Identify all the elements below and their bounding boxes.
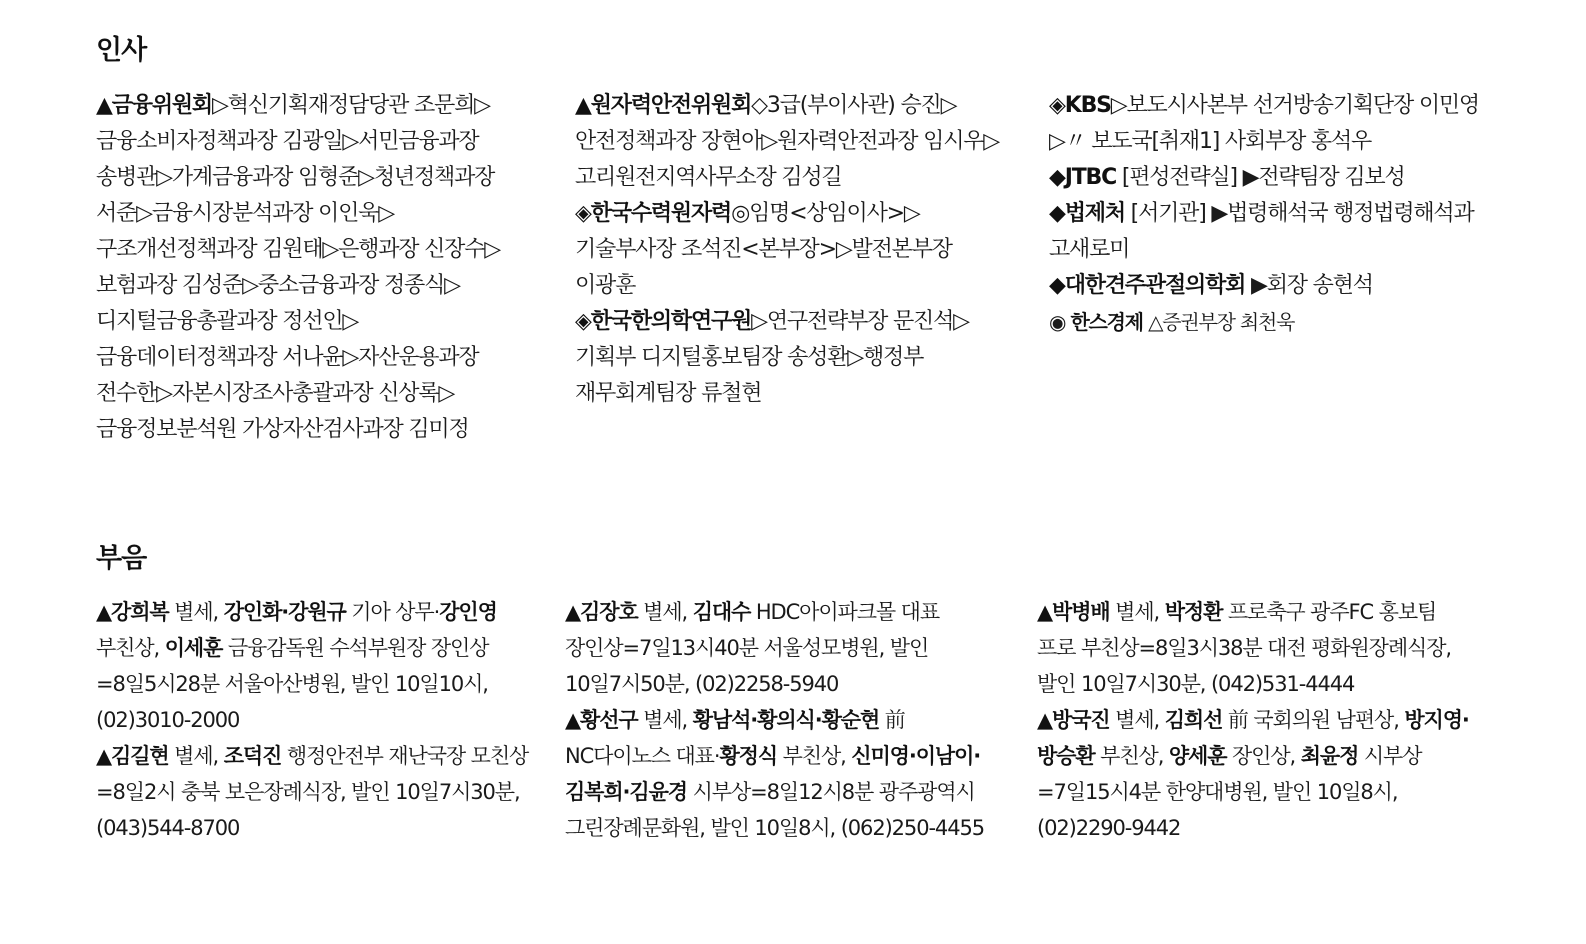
entry-text: △증권부장 최천욱 — [1142, 310, 1295, 334]
person-name: ▲박병배 — [1037, 600, 1110, 624]
obituary-text: 금융감독원 수석부원장 장인상=8일5시28분 서울아산병원, 발인 10일10시, (02)3010-2000 — [96, 636, 489, 732]
personnel-column-2 — [575, 88, 1007, 412]
target-marker-icon: ◉ — [1049, 310, 1066, 334]
person-name: ▲김장호 — [565, 600, 638, 624]
personnel-entry — [575, 88, 1007, 196]
person-name: 양세훈 — [1168, 744, 1227, 768]
person-name: 황정식 — [719, 744, 778, 768]
person-name: ▲방국진 — [1037, 708, 1110, 732]
finance-note — [1049, 304, 1489, 340]
obituary-text: 별세, — [1109, 600, 1165, 624]
entry-text: ▶회장 송현석 — [1245, 273, 1373, 298]
person-name: 신미영·이남이·김복희·김윤경 — [565, 744, 981, 804]
person-name: ▲강희복 — [96, 600, 169, 624]
obituary-entry — [565, 702, 1001, 846]
obituary-text: 부친상, — [1094, 744, 1169, 768]
obituary-text: HDC아이파크몰 대표 장인상=7일13시40분 서울성모병원, 발인 10일7시50분, (02)2258-5940 — [565, 600, 940, 696]
obituary-column-3 — [1037, 594, 1473, 846]
org-name: ◆법제처 — [1049, 201, 1125, 226]
obituary-text: 행정안전부 재난국장 모친상=8일2시 충북 보은장례식장, 발인 10일7시30분, (043)544-8700 — [96, 744, 529, 840]
org-name: 한스경제 — [1070, 310, 1143, 334]
personnel-entry — [1049, 88, 1489, 160]
org-name: ◈한국한의학연구원 — [575, 309, 752, 334]
obituary-column-1 — [96, 594, 532, 846]
obituary-text: 별세, — [168, 744, 224, 768]
person-name: 이세훈 — [164, 636, 223, 660]
obituary-text: 시부상=8일12시8분 광주광역시 그린장례문화원, 발인 10일8시, (062)250-4455 — [565, 780, 984, 840]
obituary-text: 별세, — [637, 708, 693, 732]
person-name: ▲황선구 — [565, 708, 638, 732]
obituary-text: 별세, — [168, 600, 224, 624]
obituary-text: 부친상, — [96, 636, 165, 660]
obituary-column-2 — [565, 594, 1001, 846]
personnel-entry — [96, 88, 514, 448]
obituary-entry — [565, 594, 1001, 702]
personnel-entry — [575, 196, 1007, 304]
obituary-text: 기아 상무· — [345, 600, 440, 624]
person-name: 최윤정 — [1300, 744, 1359, 768]
person-name: 황남석·황의식·황순현 — [692, 708, 880, 732]
obituary-text: 프로축구 광주FC 홍보팀 프로 부친상=8일3시38분 대전 평화원장례식장, 발인 10일7시30분, (042)531-4444 — [1037, 600, 1452, 696]
personnel-column-3 — [1049, 88, 1489, 340]
entry-text: ◎임명<상임이사>▷기술부사장 조석진<본부장>▷발전본부장 이광훈 — [575, 201, 952, 298]
person-name: 박정환 — [1164, 600, 1223, 624]
org-name: ◈한국수력원자력 — [575, 201, 732, 226]
entry-text: ◇3급(부이사관) 승진▷안전정책과장 장현아▷원자력안전과장 임시우▷고리원전지역사무소장 김성길 — [575, 93, 1000, 190]
obituary-text: 前 NC다이노스 대표· — [565, 708, 905, 768]
person-name: 방지영·방승환 — [1037, 708, 1469, 768]
obituary-entry — [1037, 594, 1473, 702]
entry-text: [서기관] ▶법령해석국 행정법령해석과 고새로미 — [1049, 201, 1474, 262]
person-name: 강인화·강원규 — [223, 600, 346, 624]
entry-text: ▷연구전략부장 문진석▷기획부 디지털홍보팀장 송성환▷행정부 재무회계팀장 류철현 — [575, 309, 969, 406]
obituary-text: 부친상, — [777, 744, 852, 768]
personnel-entry — [575, 304, 1007, 412]
entry-text: [편성전략실] ▶전략팀장 김보성 — [1116, 165, 1405, 190]
obituary-entry — [1037, 702, 1473, 846]
obituary-entry — [96, 594, 532, 738]
personnel-entry — [1049, 268, 1489, 304]
person-name: 김희선 — [1164, 708, 1223, 732]
personnel-column-1 — [96, 88, 514, 448]
org-name: ◆JTBC — [1049, 165, 1117, 190]
personnel-entry — [1049, 160, 1489, 196]
personnel-heading: 인사 — [96, 35, 147, 66]
person-name: 조덕진 — [223, 744, 282, 768]
person-name: ▲김길현 — [96, 744, 169, 768]
obituary-text: 前 국회의원 남편상, — [1222, 708, 1405, 732]
obituary-text: 별세, — [1109, 708, 1165, 732]
obituary-text: 시부상=7일15시4분 한양대병원, 발인 10일8시, (02)2290-9442 — [1037, 744, 1422, 840]
entry-text: ▷보도시사본부 선거방송기획단장 이민영▷〃 보도국[취재1] 사회부장 홍석우 — [1049, 93, 1479, 154]
org-name: ▲원자력안전위원회 — [575, 93, 752, 118]
obituary-text: 별세, — [637, 600, 693, 624]
person-name: 김대수 — [692, 600, 751, 624]
personnel-entry — [1049, 196, 1489, 268]
org-name: ◈KBS — [1049, 93, 1111, 118]
person-name: 강인영 — [439, 600, 497, 624]
obituary-entry — [96, 738, 532, 846]
obituary-text: 장인상, — [1226, 744, 1301, 768]
entry-text: ▷혁신기획재정담당관 조문희▷금융소비자정책과장 김광일▷서민금융과장 송병관▷가계금융과장 임형준▷청년정책과장 서준▷금융시장분석과장 이인욱▷구조개선정책과장 김원태▷은행과장 신장수▷보험과장 김성준▷중소금융과장 정종식▷디지털금융총괄과장 정선인▷금융데이터정책과장 서나윤▷자산운용과장 전수한▷자본시장조사총괄과장 신상록▷금융정보분석원 가상자산검사과장 김미정 — [96, 93, 500, 442]
org-name: ▲금융위원회 — [96, 93, 212, 118]
org-name: ◆대한견주관절의학회 — [1049, 273, 1246, 298]
obituaries-heading: 부음 — [96, 543, 147, 574]
